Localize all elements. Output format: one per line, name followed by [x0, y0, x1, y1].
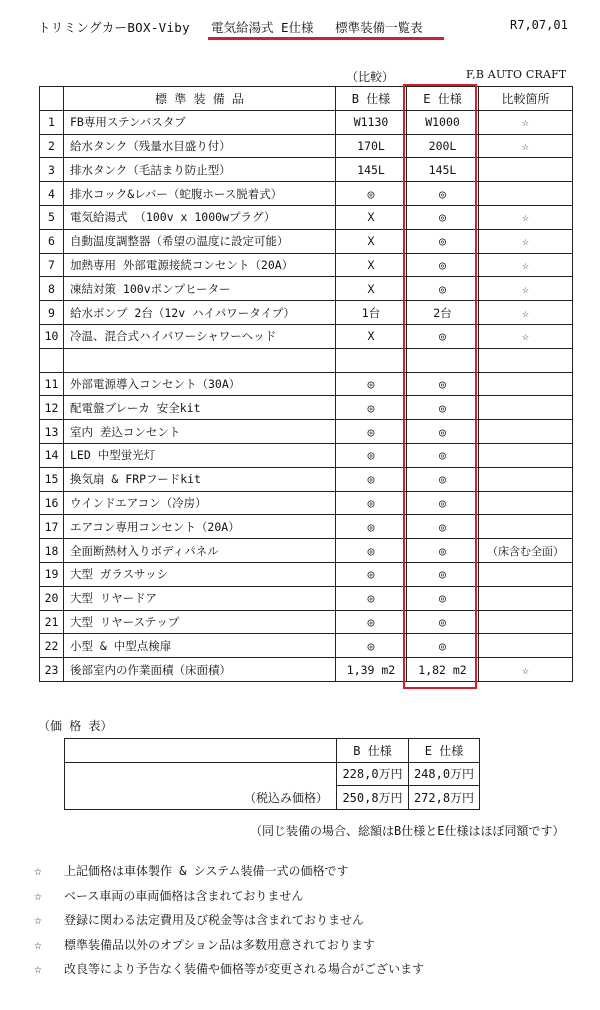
row-b-spec: ◎ — [336, 396, 407, 420]
table-row — [40, 586, 573, 610]
row-e-spec: ◎ — [407, 467, 479, 491]
price-row-base — [65, 762, 480, 786]
row-e-spec: ◎ — [407, 443, 479, 467]
row-b-spec: ◎ — [336, 443, 407, 467]
row-compare: ☆ — [479, 205, 573, 229]
row-compare — [479, 443, 573, 467]
row-b-spec: X — [336, 324, 407, 348]
row-compare: ☆ — [479, 134, 573, 158]
header-compare: 比較箇所 — [479, 87, 573, 111]
row-number: 11 — [40, 372, 64, 396]
compare-label: （比較） — [346, 70, 395, 84]
table-header-row — [40, 87, 573, 111]
table-row — [40, 324, 573, 348]
row-e-spec: ◎ — [407, 372, 479, 396]
row-e-spec: ◎ — [407, 324, 479, 348]
row-e-spec: ◎ — [407, 539, 479, 563]
row-number: 14 — [40, 443, 64, 467]
header-no — [40, 87, 64, 111]
title-list: 標準装備一覧表 — [335, 20, 423, 35]
row-item: 凍結対策 100vポンプヒーター — [64, 277, 336, 301]
star-icon: ☆ — [34, 864, 42, 879]
maker-name: F,B AUTO CRAFT — [466, 68, 567, 81]
row-item: 排水タンク（毛詰まり防止型） — [64, 158, 336, 182]
price-header-blank — [65, 739, 337, 763]
row-item: 大型 リヤードア — [64, 586, 336, 610]
note-text: ベース車両の車両価格は含まれておりません — [64, 888, 304, 903]
price-base-e: 248,0万円 — [409, 762, 480, 786]
row-item: 排水コック&レバー（蛇腹ホース脱着式） — [64, 182, 336, 206]
note-text: 改良等により予告なく装備や価格等が変更される場合がございます — [64, 962, 425, 976]
row-number: 13 — [40, 420, 64, 444]
title-underline — [208, 37, 444, 40]
row-item: 加熱専用 外部電源接続コンセント（20A） — [64, 253, 336, 277]
table-row — [40, 253, 573, 277]
table-row — [40, 277, 573, 301]
row-number: 5 — [40, 205, 64, 229]
row-compare: ☆ — [479, 324, 573, 348]
equipment-table — [39, 86, 573, 682]
row-b-spec: ◎ — [336, 539, 407, 563]
row-e-spec: ◎ — [407, 491, 479, 515]
row-number: 20 — [40, 586, 64, 610]
title-spec: 電気給湯式 E仕様 — [211, 20, 314, 35]
note-item — [34, 887, 424, 912]
row-e-spec: ◎ — [407, 420, 479, 444]
note-item — [34, 960, 424, 985]
model-name: トリミングカーBOX-Viby — [38, 20, 190, 35]
document-date: R7,07,01 — [510, 18, 568, 32]
row-number: 8 — [40, 277, 64, 301]
row-b-spec: X — [336, 277, 407, 301]
row-item — [64, 348, 336, 372]
row-item: 小型 & 中型点検扉 — [64, 634, 336, 658]
star-icon: ☆ — [34, 962, 42, 977]
table-row — [40, 205, 573, 229]
row-compare — [479, 562, 573, 586]
row-item: エアコン専用コンセント（20A） — [64, 515, 336, 539]
row-e-spec — [407, 348, 479, 372]
row-e-spec: ◎ — [407, 562, 479, 586]
row-item: 冷温、混合式ハイパワーシャワーヘッド — [64, 324, 336, 348]
row-compare: （床含む全面） — [479, 539, 573, 563]
row-number: 6 — [40, 229, 64, 253]
row-item: 給水タンク（残量水目盛り付） — [64, 134, 336, 158]
note-text: 標準装備品以外のオプション品は多数用意されております — [64, 937, 375, 952]
row-b-spec: ◎ — [336, 372, 407, 396]
row-item: 全面断熱材入りボディパネル — [64, 539, 336, 563]
row-e-spec: ◎ — [407, 396, 479, 420]
row-e-spec: ◎ — [407, 229, 479, 253]
row-item: ウインドエアコン（冷房） — [64, 491, 336, 515]
row-compare — [479, 158, 573, 182]
row-b-spec: 145L — [336, 158, 407, 182]
row-compare — [479, 467, 573, 491]
note-item — [34, 862, 424, 887]
row-e-spec: ◎ — [407, 610, 479, 634]
header-e-spec: E 仕様 — [407, 87, 479, 111]
row-compare — [479, 182, 573, 206]
row-number: 17 — [40, 515, 64, 539]
row-compare: ☆ — [479, 253, 573, 277]
note-item — [34, 936, 424, 961]
table-row — [40, 229, 573, 253]
row-item: 電気給湯式 （100v x 1000wプラグ） — [64, 205, 336, 229]
price-table-label: （価 格 表） — [38, 719, 113, 733]
row-b-spec: ◎ — [336, 182, 407, 206]
table-row — [40, 634, 573, 658]
row-e-spec: 2台 — [407, 301, 479, 325]
table-row — [40, 491, 573, 515]
document-title — [211, 18, 437, 36]
row-number: 15 — [40, 467, 64, 491]
header-b-spec: B 仕様 — [336, 87, 407, 111]
header-item: 標 準 装 備 品 — [64, 87, 336, 111]
price-tax-label: （税込み価格） — [65, 786, 337, 810]
row-compare — [479, 634, 573, 658]
star-icon: ☆ — [34, 913, 42, 928]
row-number: 2 — [40, 134, 64, 158]
row-b-spec: ◎ — [336, 562, 407, 586]
price-tax-b: 250,8万円 — [337, 786, 409, 810]
row-b-spec: 1台 — [336, 301, 407, 325]
price-row-tax — [65, 786, 480, 810]
table-row — [40, 515, 573, 539]
row-compare — [479, 610, 573, 634]
row-e-spec: W1000 — [407, 110, 479, 134]
row-number: 16 — [40, 491, 64, 515]
price-header-e: E 仕様 — [409, 739, 480, 763]
price-note: （同じ装備の場合、総額はB仕様とE仕様はほぼ同額です） — [250, 824, 565, 838]
table-row — [40, 562, 573, 586]
table-row — [40, 134, 573, 158]
row-e-spec: ◎ — [407, 515, 479, 539]
row-item: 自動温度調整器（希望の温度に設定可能） — [64, 229, 336, 253]
row-compare: ☆ — [479, 110, 573, 134]
row-number: 18 — [40, 539, 64, 563]
table-row — [40, 539, 573, 563]
row-compare — [479, 396, 573, 420]
row-compare: ☆ — [479, 229, 573, 253]
row-compare — [479, 586, 573, 610]
table-row — [40, 182, 573, 206]
row-item: FB専用ステンバスタブ — [64, 110, 336, 134]
row-b-spec — [336, 348, 407, 372]
row-b-spec: 1,39 m2 — [336, 658, 407, 682]
row-number: 9 — [40, 301, 64, 325]
row-item: 大型 ガラスサッシ — [64, 562, 336, 586]
row-e-spec: ◎ — [407, 277, 479, 301]
row-number: 19 — [40, 562, 64, 586]
table-row — [40, 420, 573, 444]
row-compare: ☆ — [479, 658, 573, 682]
row-number: 4 — [40, 182, 64, 206]
table-row — [40, 610, 573, 634]
row-compare — [479, 372, 573, 396]
row-item: 大型 リヤーステップ — [64, 610, 336, 634]
table-row — [40, 348, 573, 372]
price-header-row — [65, 739, 480, 763]
row-b-spec: W1130 — [336, 110, 407, 134]
table-row — [40, 396, 573, 420]
row-item: 配電盤ブレーカ 安全kit — [64, 396, 336, 420]
row-e-spec: ◎ — [407, 586, 479, 610]
row-e-spec: ◎ — [407, 253, 479, 277]
star-icon: ☆ — [34, 888, 42, 904]
price-header-b: B 仕様 — [337, 739, 409, 763]
row-compare — [479, 491, 573, 515]
row-b-spec: ◎ — [336, 634, 407, 658]
row-compare — [479, 515, 573, 539]
row-item: LED 中型蛍光灯 — [64, 443, 336, 467]
row-number: 23 — [40, 658, 64, 682]
row-b-spec: ◎ — [336, 515, 407, 539]
row-item: 室内 差込コンセント — [64, 420, 336, 444]
row-number: 22 — [40, 634, 64, 658]
row-b-spec: ◎ — [336, 491, 407, 515]
row-e-spec: ◎ — [407, 634, 479, 658]
table-row — [40, 467, 573, 491]
row-e-spec: 200L — [407, 134, 479, 158]
row-number: 7 — [40, 253, 64, 277]
row-compare: ☆ — [479, 277, 573, 301]
row-compare: ☆ — [479, 301, 573, 325]
note-item — [34, 911, 424, 936]
price-base-b: 228,0万円 — [337, 762, 409, 786]
row-item: 換気扇 & FRPフードkit — [64, 467, 336, 491]
note-text: 上記価格は車体製作 & システム装備一式の価格です — [64, 864, 349, 878]
row-e-spec: 1,82 m2 — [407, 658, 479, 682]
row-item: 外部電源導入コンセント（30A） — [64, 372, 336, 396]
table-row — [40, 110, 573, 134]
row-number: 3 — [40, 158, 64, 182]
row-item: 給水ポンプ 2台（12v ハイパワータイプ） — [64, 301, 336, 325]
row-number — [40, 348, 64, 372]
row-b-spec: X — [336, 253, 407, 277]
row-e-spec: ◎ — [407, 182, 479, 206]
table-row — [40, 443, 573, 467]
row-compare — [479, 420, 573, 444]
row-item: 後部室内の作業面積（床面積） — [64, 658, 336, 682]
row-number: 10 — [40, 324, 64, 348]
star-icon: ☆ — [34, 937, 42, 953]
row-b-spec: X — [336, 205, 407, 229]
row-b-spec: ◎ — [336, 610, 407, 634]
table-row — [40, 372, 573, 396]
notes-list — [34, 862, 424, 985]
table-row — [40, 658, 573, 682]
row-number: 12 — [40, 396, 64, 420]
price-table — [64, 738, 480, 810]
row-b-spec: ◎ — [336, 586, 407, 610]
row-b-spec: ◎ — [336, 420, 407, 444]
price-base-label — [65, 762, 337, 786]
note-text: 登録に関わる法定費用及び税金等は含まれておりません — [64, 913, 365, 927]
table-row — [40, 158, 573, 182]
row-compare — [479, 348, 573, 372]
table-row — [40, 301, 573, 325]
row-b-spec: 170L — [336, 134, 407, 158]
row-e-spec: ◎ — [407, 205, 479, 229]
row-number: 1 — [40, 110, 64, 134]
row-e-spec: 145L — [407, 158, 479, 182]
price-tax-e: 272,8万円 — [409, 786, 480, 810]
row-b-spec: ◎ — [336, 467, 407, 491]
row-b-spec: X — [336, 229, 407, 253]
row-number: 21 — [40, 610, 64, 634]
